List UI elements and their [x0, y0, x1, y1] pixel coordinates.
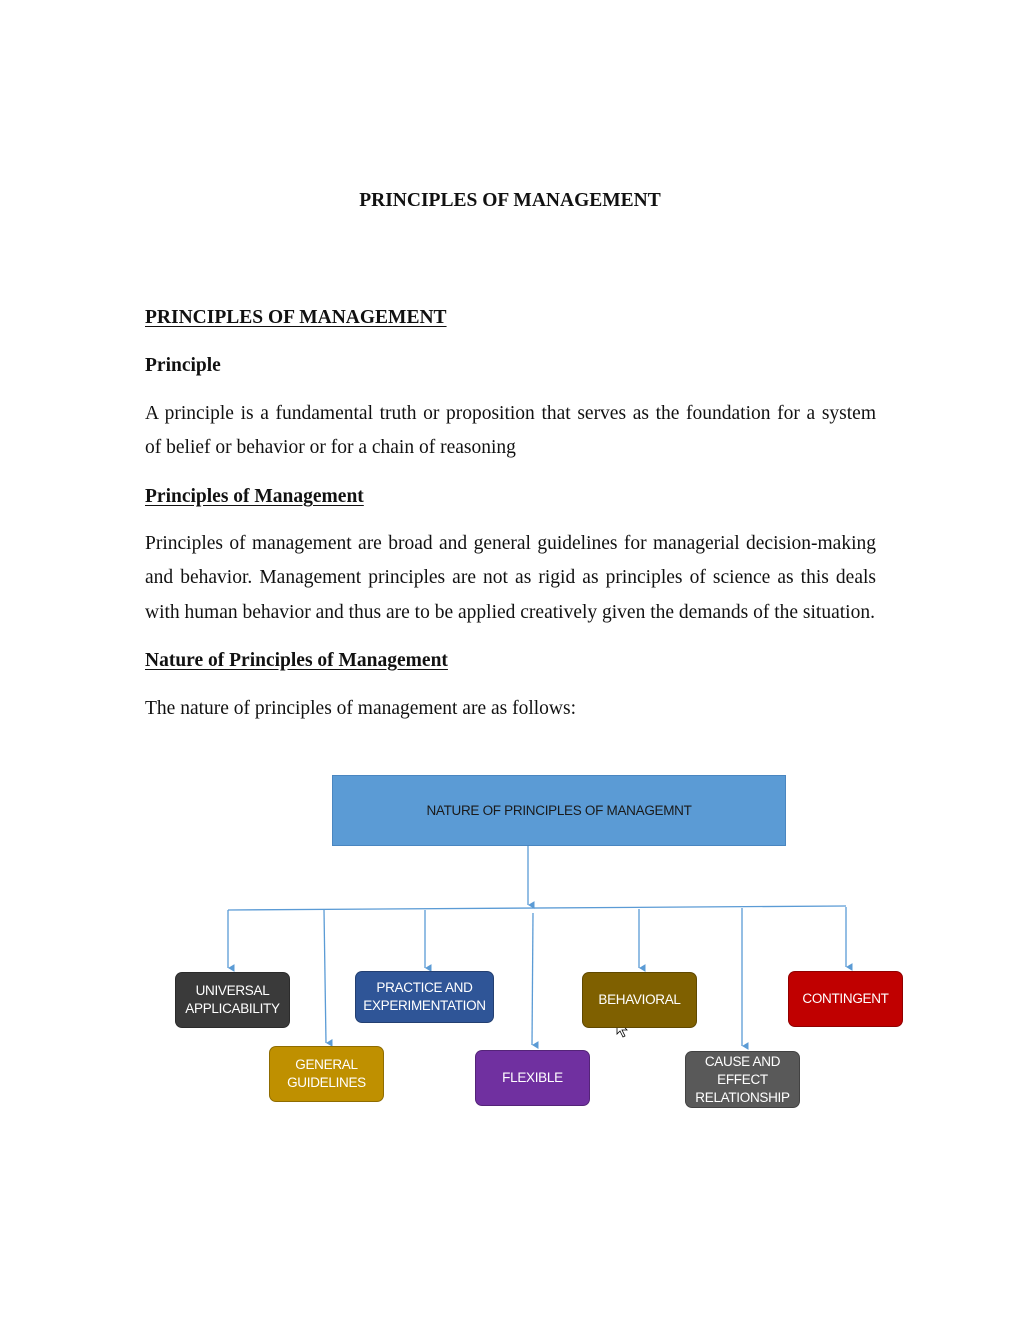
- pom-heading: Principles of Management: [145, 486, 364, 507]
- node-cause-effect: CAUSE AND EFFECT RELATIONSHIP: [685, 1051, 800, 1108]
- node-contingent: CONTINGENT: [788, 971, 903, 1027]
- nature-intro: The nature of principles of management are as follows:: [145, 698, 577, 719]
- section-heading: PRINCIPLES OF MANAGEMENT: [145, 307, 447, 328]
- node-practice-experimentation: PRACTICE AND EXPERIMENTATION: [355, 971, 494, 1023]
- principle-heading: Principle: [145, 355, 221, 376]
- principle-text-line: of belief or behavior or for a chain of reasoning: [145, 437, 516, 458]
- root-node: NATURE OF PRINCIPLES OF MANAGEMNT: [332, 775, 786, 846]
- connector-arrow: [324, 910, 326, 1043]
- node-general-guidelines: GENERAL GUIDELINES: [269, 1046, 384, 1102]
- page-title: PRINCIPLES OF MANAGEMENT: [359, 190, 661, 211]
- pom-text-line: with human behavior and thus are to be applied creatively given the demands of the situation.: [145, 602, 875, 623]
- node-universal-applicability: UNIVERSAL APPLICABILITY: [175, 972, 290, 1028]
- pom-text-line: and behavior. Management principles are not as rigid as principles of science as this deals: [145, 567, 876, 588]
- connector-arrow: [532, 913, 533, 1045]
- node-behavioral: BEHAVIORAL: [582, 972, 697, 1028]
- principle-text-line: A principle is a fundamental truth or proposition that serves as the foundation for a system: [145, 403, 876, 424]
- nature-heading: Nature of Principles of Management: [145, 650, 448, 671]
- pom-text-line: Principles of management are broad and general guidelines for managerial decision-making: [145, 533, 876, 554]
- node-flexible: FLEXIBLE: [475, 1050, 590, 1106]
- connector-bus: [228, 906, 846, 910]
